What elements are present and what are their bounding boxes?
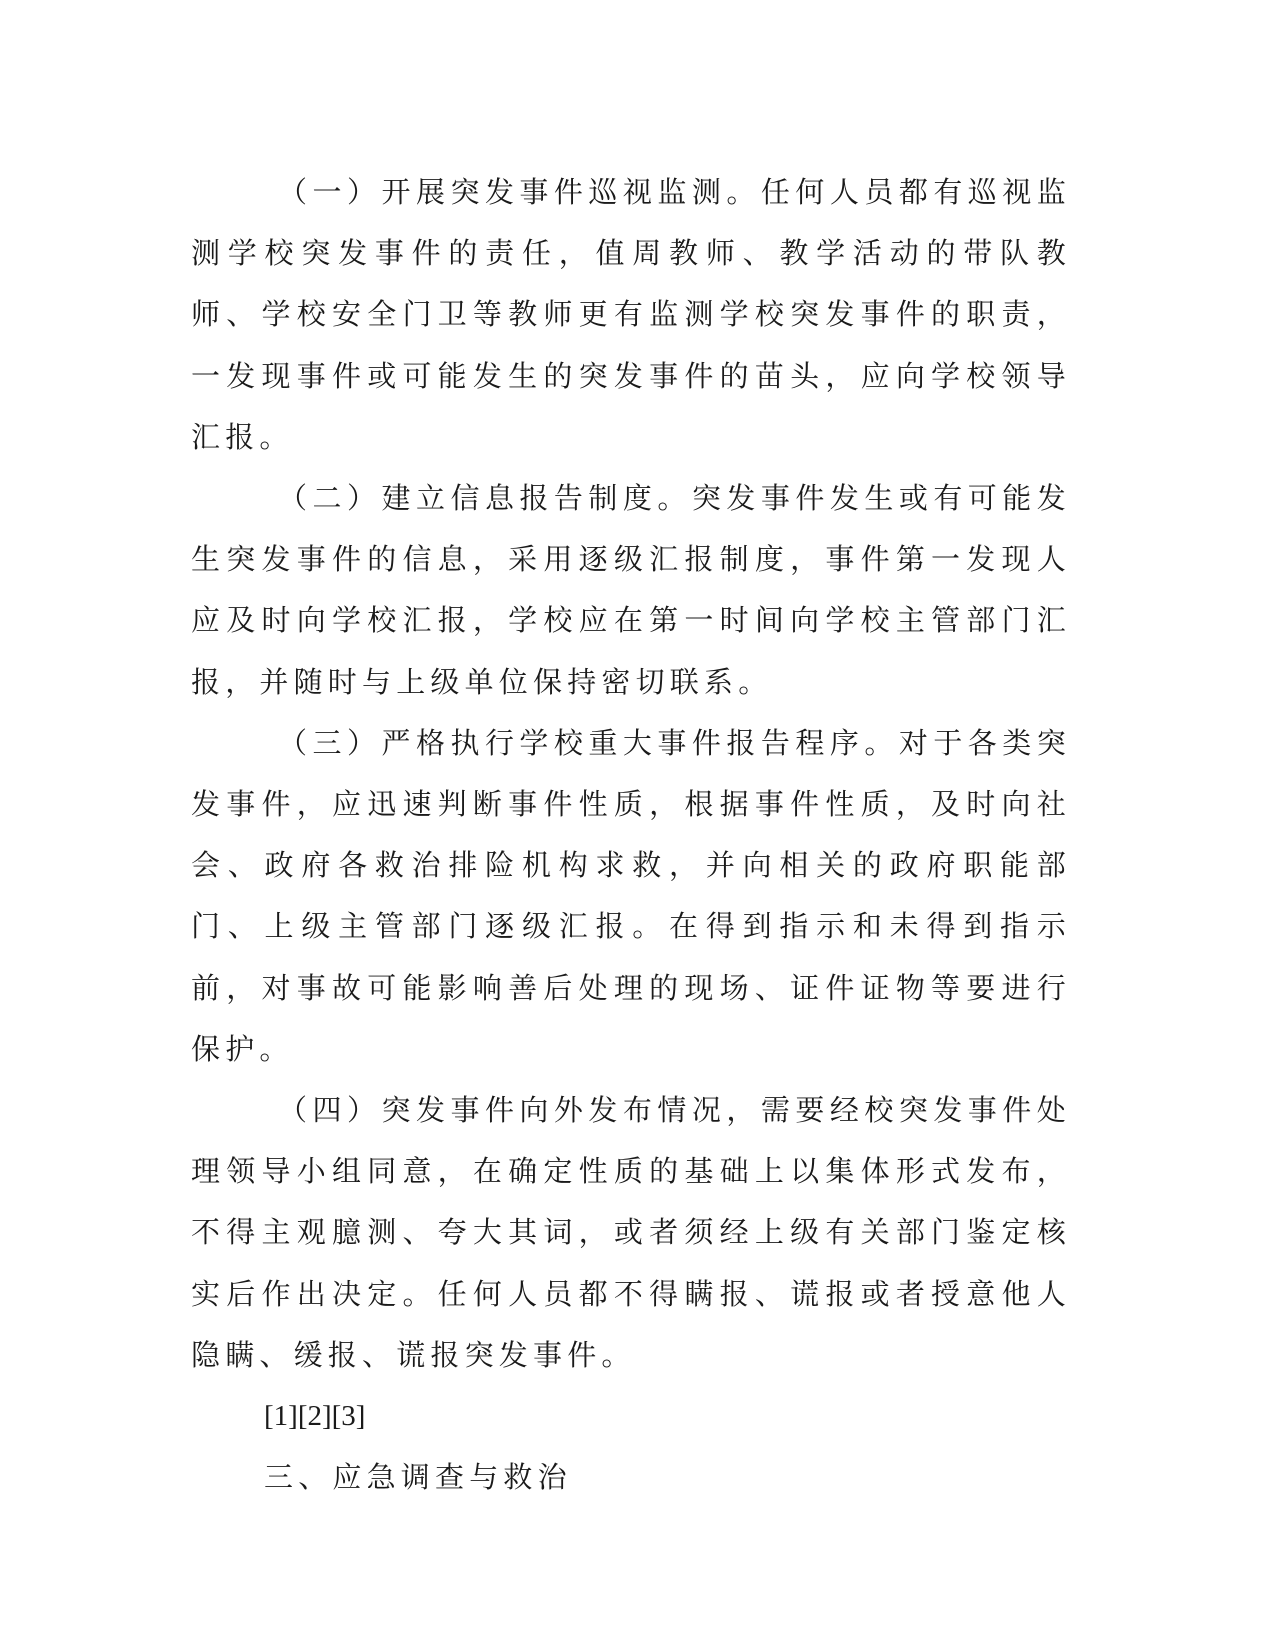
paragraph-external-release: （四）突发事件向外发布情况，需要经校突发事件处理领导小组同意，在确定性质的基础上以集体形式发布，不得主观臆测、夸大其词，或者须经上级有关部门鉴定核实后作出决定。任何人员都不得瞒报、谎报或者授意他人隐瞒、缓报、谎报突发事件。 <box>191 1093 1071 1372</box>
paragraph-patrol-monitoring: （一）开展突发事件巡视监测。任何人员都有巡视监测学校突发事件的责任，值周教师、教学活动的带队教师、学校安全门卫等教师更有监测学校突发事件的职责，一发现事件或可能发生的突发事件的苗头，应向学校领导汇报。 <box>191 175 1071 454</box>
page-links[interactable]: [1][2][3] <box>264 1400 366 1433</box>
section-heading: 三、应急调查与救治 <box>264 1460 572 1495</box>
paragraph-info-reporting: （二）建立信息报告制度。突发事件发生或有可能发生突发事件的信息，采用逐级汇报制度，事件第一发现人应及时向学校汇报，学校应在第一时间向学校主管部门汇报，并随时与上级单位保持密切联系。 <box>191 481 1071 699</box>
document-body <box>191 162 1071 1508</box>
paragraph-major-event-procedure: （三）严格执行学校重大事件报告程序。对于各类突发事件，应迅速判断事件性质，根据事件性质，及时向社会、政府各救治排险机构求救，并向相关的政府职能部门、上级主管部门逐级汇报。在得到指示和未得到指示前，对事故可能影响善后处理的现场、证件证物等要进行保护。 <box>191 725 1071 1066</box>
